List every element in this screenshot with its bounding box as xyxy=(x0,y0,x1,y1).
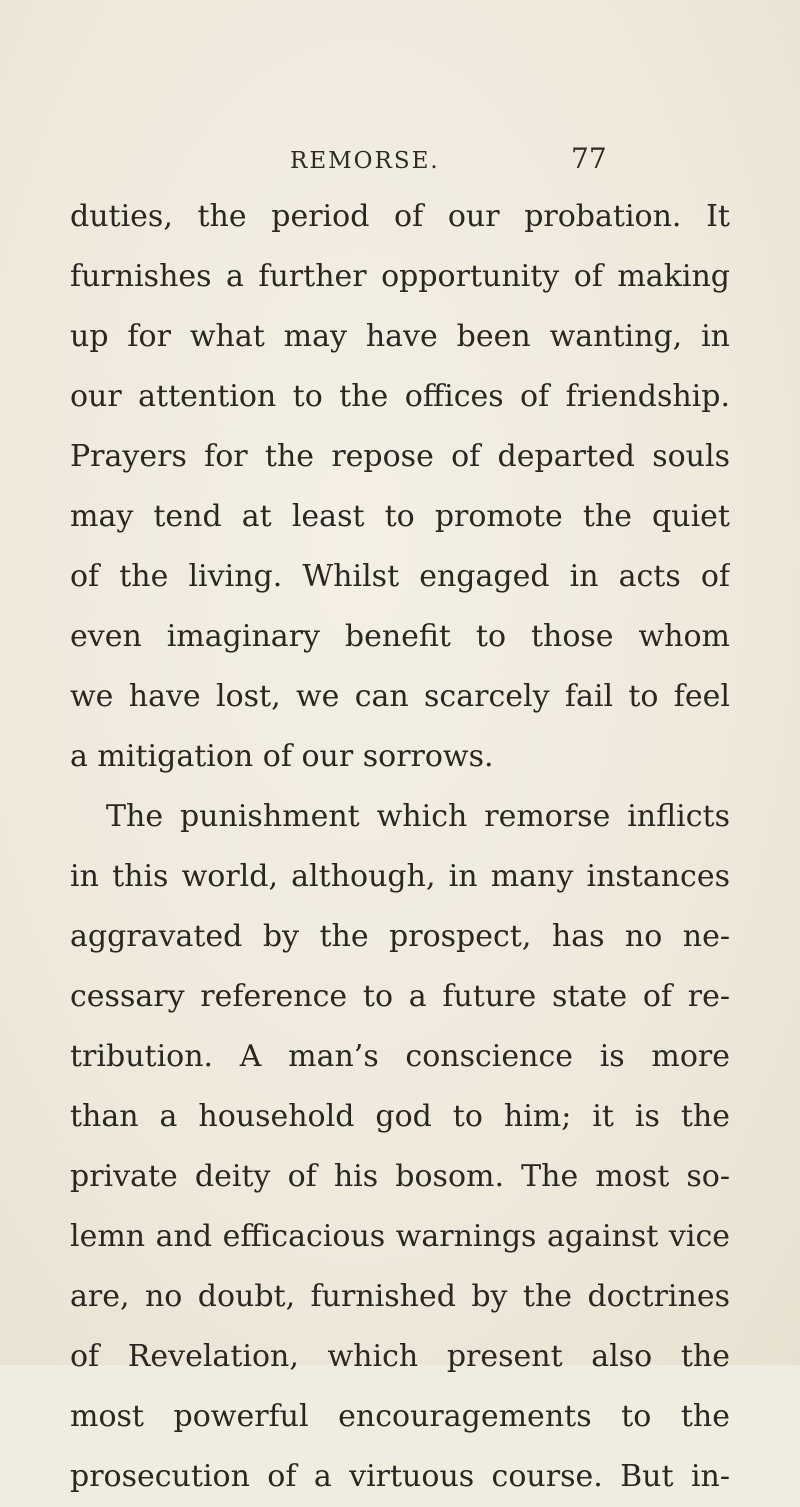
text-line: Prayers for the repose of departed souls xyxy=(70,439,730,474)
page-header xyxy=(0,142,800,188)
text-line: The punishment which remorse inflicts xyxy=(106,799,730,834)
text-line: we have lost, we can scarcely fail to feel xyxy=(70,679,730,714)
text-line: even imaginary benefit to those whom xyxy=(70,619,730,654)
text-line: tribution. A man’s conscience is more xyxy=(70,1039,730,1074)
page-number: 77 xyxy=(571,142,607,175)
text-line: our attention to the offices of friendship. xyxy=(70,379,730,414)
text-line: aggravated by the prospect, has no ne- xyxy=(70,919,730,954)
text-line: cessary reference to a future state of re- xyxy=(70,979,730,1014)
text-line: up for what may have been wanting, in xyxy=(70,319,730,354)
text-line: prosecution of a virtuous course. But in- xyxy=(70,1459,730,1494)
text-line: of Revelation, which present also the xyxy=(70,1339,730,1374)
text-line: private deity of his bosom. The most so- xyxy=(70,1159,730,1194)
text-line: duties, the period of our probation. It xyxy=(70,199,730,234)
body-text xyxy=(70,187,730,1507)
text-line: furnishes a further opportunity of making xyxy=(70,259,730,294)
text-line: in this world, although, in many instances xyxy=(70,859,730,894)
text-line: of the living. Whilst engaged in acts of xyxy=(70,559,730,594)
text-line: a mitigation of our sorrows. xyxy=(70,739,494,774)
text-line: lemn and efficacious warnings against vice xyxy=(70,1219,730,1254)
text-line: most powerful encouragements to the xyxy=(70,1399,730,1434)
text-line: are, no doubt, furnished by the doctrines xyxy=(70,1279,730,1314)
text-line: may tend at least to promote the quiet xyxy=(70,499,730,534)
text-line: than a household god to him; it is the xyxy=(70,1099,730,1134)
running-head: REMORSE. xyxy=(290,148,440,174)
